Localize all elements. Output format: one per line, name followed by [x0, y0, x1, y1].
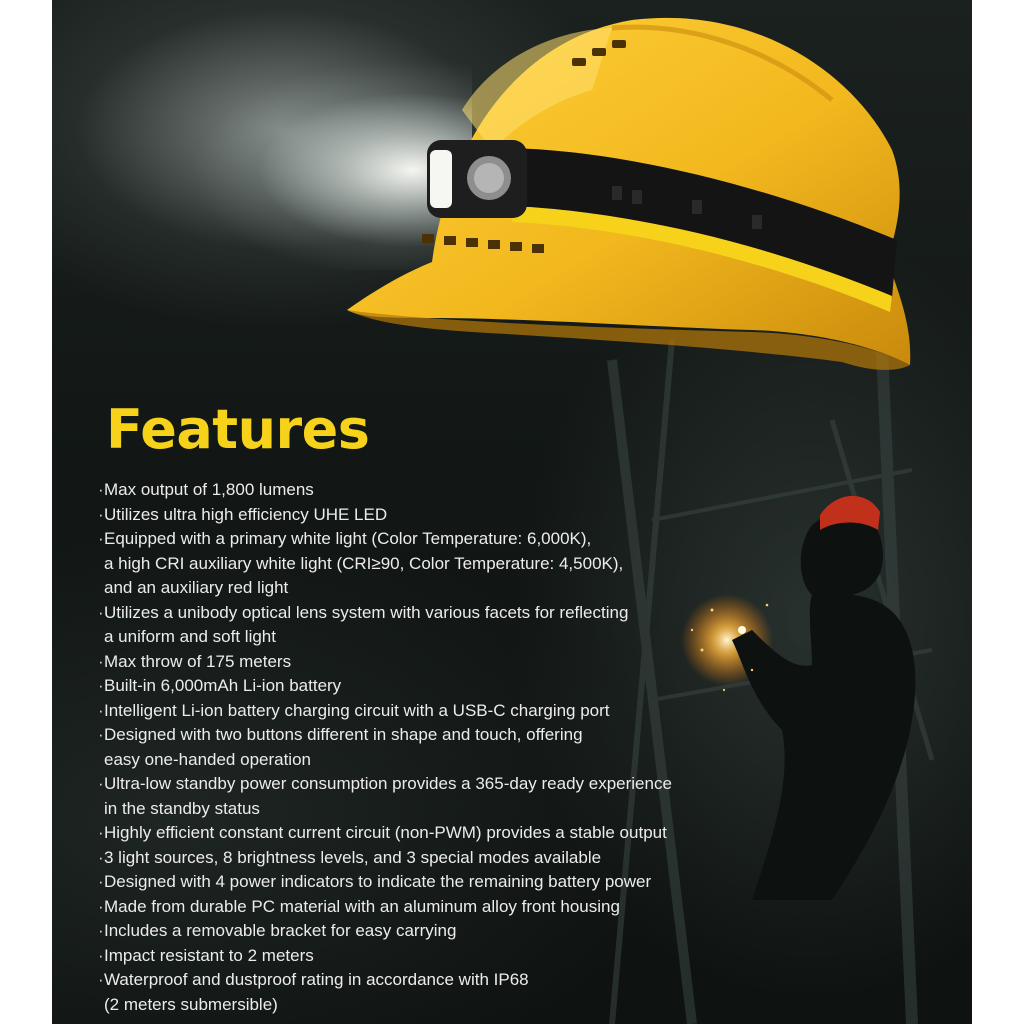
bullet-icon: · — [98, 896, 104, 916]
feature-item — [98, 674, 878, 699]
helmet-image — [347, 18, 910, 370]
feature-item — [98, 723, 878, 772]
feature-text: Waterproof and dustproof rating in accordance with IP68 — [104, 970, 529, 989]
feature-item — [98, 772, 878, 821]
feature-line — [98, 870, 878, 895]
feature-line — [98, 821, 878, 846]
feature-line — [98, 527, 878, 552]
bullet-icon: · — [98, 480, 104, 499]
feature-text: 3 light sources, 8 brightness levels, and 3 special modes available — [104, 847, 602, 867]
bullet-icon: · — [98, 847, 104, 867]
feature-text: Designed with 4 power indicators to indicate the remaining battery power — [104, 872, 652, 891]
bullet-icon: · — [98, 529, 104, 548]
feature-line-continued — [98, 748, 878, 773]
feature-text: Ultra-low standby power consumption provides a 365-day ready experience — [104, 774, 672, 793]
feature-line — [98, 895, 878, 920]
feature-line — [98, 723, 878, 748]
feature-text: Utilizes ultra high efficiency UHE LED — [104, 504, 388, 524]
bullet-icon: · — [98, 725, 104, 744]
feature-item — [98, 527, 878, 601]
feature-text: Designed with two buttons different in shape and touch, offering — [104, 725, 583, 744]
feature-item — [98, 699, 878, 724]
features-heading: Features — [106, 398, 370, 461]
feature-text: Intelligent Li-ion battery charging circuit with a USB-C charging port — [104, 700, 610, 720]
feature-text: (2 meters submersible) — [104, 994, 278, 1014]
feature-text: Built-in 6,000mAh Li-ion battery — [104, 676, 342, 695]
bullet-icon: · — [98, 602, 104, 622]
feature-item — [98, 944, 878, 969]
bullet-icon: · — [98, 774, 104, 793]
feature-line — [98, 699, 878, 724]
feature-text: Utilizes a unibody optical lens system with various facets for reflecting — [104, 602, 629, 622]
feature-line — [98, 503, 878, 528]
feature-item — [98, 895, 878, 920]
feature-text: Max throw of 175 meters — [104, 651, 292, 671]
features-list — [98, 478, 878, 1017]
product-poster — [52, 0, 972, 1024]
feature-item — [98, 503, 878, 528]
bullet-icon: · — [98, 676, 104, 695]
feature-line-continued — [98, 576, 878, 601]
feature-text: in the standby status — [104, 798, 260, 818]
feature-line-continued — [98, 797, 878, 822]
feature-line-continued — [98, 993, 878, 1018]
feature-text: Made from durable PC material with an aluminum alloy front housing — [104, 896, 620, 916]
feature-line — [98, 919, 878, 944]
bullet-icon: · — [98, 921, 104, 940]
feature-item — [98, 846, 878, 871]
feature-line-continued — [98, 625, 878, 650]
bullet-icon: · — [98, 970, 104, 989]
feature-text: a uniform and soft light — [104, 627, 276, 646]
feature-line — [98, 478, 878, 503]
feature-line — [98, 601, 878, 626]
bullet-icon: · — [98, 872, 104, 891]
feature-item — [98, 650, 878, 675]
feature-item — [98, 821, 878, 846]
feature-text: Equipped with a primary white light (Color Temperature: 6,000K), — [104, 529, 592, 548]
bullet-icon: · — [98, 700, 104, 720]
feature-text: Includes a removable bracket for easy carrying — [104, 921, 457, 940]
feature-line — [98, 944, 878, 969]
bullet-icon: · — [98, 823, 104, 842]
feature-item — [98, 478, 878, 503]
feature-text: Highly efficient constant current circuit (non-PWM) provides a stable output — [104, 823, 667, 842]
feature-item — [98, 919, 878, 944]
feature-text: easy one-handed operation — [104, 749, 311, 769]
feature-text: and an auxiliary red light — [104, 578, 289, 597]
feature-line — [98, 846, 878, 871]
feature-line — [98, 772, 878, 797]
bullet-icon: · — [98, 651, 104, 671]
bullet-icon: · — [98, 504, 104, 524]
feature-text: a high CRI auxiliary white light (CRI≥90, Color Temperature: 4,500K), — [104, 553, 624, 573]
feature-line — [98, 968, 878, 993]
bullet-icon: · — [98, 945, 104, 965]
feature-line — [98, 650, 878, 675]
feature-line-continued — [98, 552, 878, 577]
feature-line — [98, 674, 878, 699]
feature-text: Max output of 1,800 lumens — [104, 480, 314, 499]
feature-item — [98, 601, 878, 650]
feature-text: Impact resistant to 2 meters — [104, 945, 314, 965]
feature-item — [98, 968, 878, 1017]
feature-item — [98, 870, 878, 895]
